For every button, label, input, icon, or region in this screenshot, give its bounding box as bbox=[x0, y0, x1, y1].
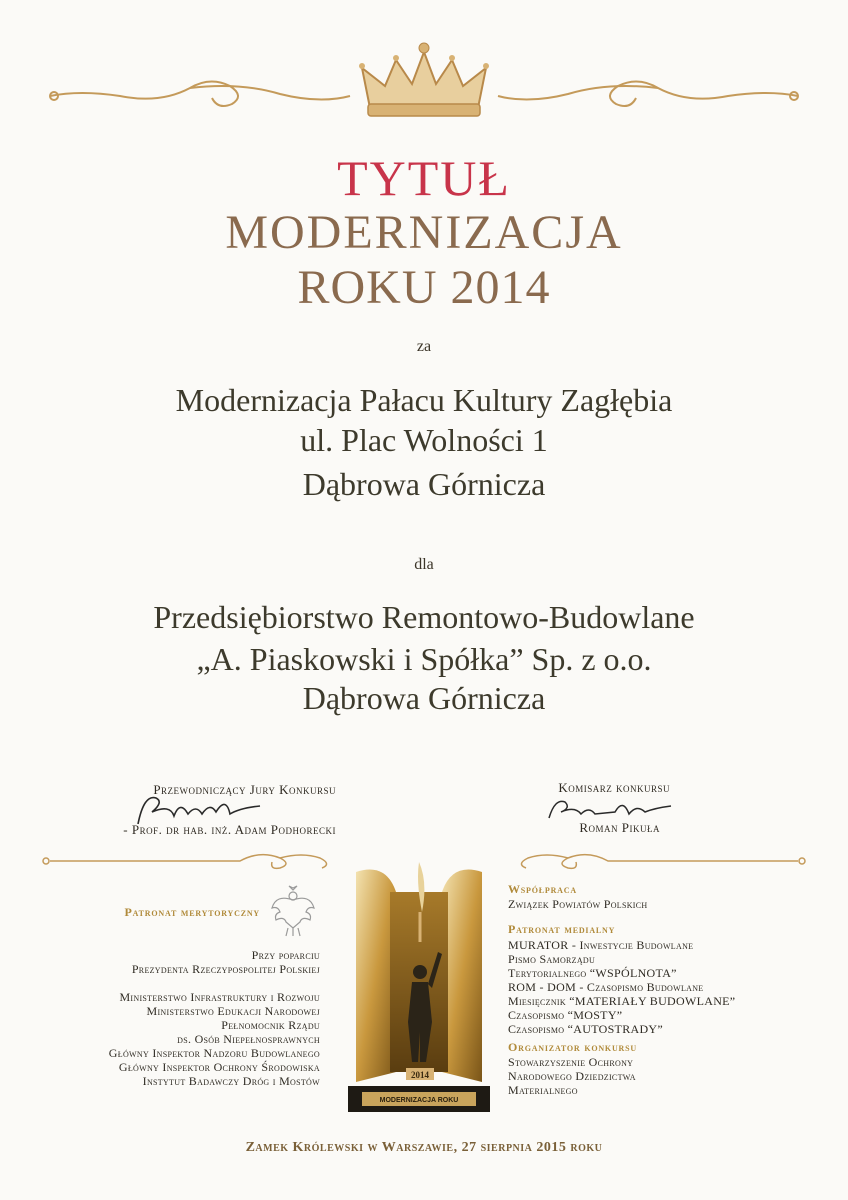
title-line-3: ROKU 2014 bbox=[297, 261, 551, 314]
recipient-line-2: „A. Piaskowski i Spółka” Sp. z o.o. bbox=[196, 641, 652, 677]
media-item: Pismo Samorządu bbox=[508, 952, 596, 966]
media-patronage-heading: Patronat medialny bbox=[508, 922, 616, 936]
subject-line-3: Dąbrowa Górnicza bbox=[302, 466, 546, 502]
media-list bbox=[508, 938, 808, 1036]
ministry-item: Ministerstwo Infrastruktury i Rozwoju bbox=[119, 990, 320, 1004]
ministry-item: Instytut Badawczy Dróg i Mostów bbox=[142, 1074, 320, 1088]
right-divider-ornament-icon bbox=[508, 846, 808, 876]
media-item: Miesięcznik “MATERIAŁY BUDOWLANE” bbox=[508, 994, 736, 1008]
ministry-item: Główny Inspektor Ochrony Środowiska bbox=[118, 1060, 320, 1074]
trophy-year: 2014 bbox=[411, 1070, 429, 1080]
ministry-item: Ministerstwo Edukacji Narodowej bbox=[146, 1004, 320, 1018]
support-line: Przy poparciu bbox=[251, 948, 320, 962]
commissioner-name: Roman Pikuła bbox=[579, 820, 660, 835]
support-line: Prezydenta Rzeczypospolitej Polskiej bbox=[131, 962, 320, 976]
dla-word: dla bbox=[414, 556, 434, 573]
recipient-line-3: Dąbrowa Górnicza bbox=[302, 680, 546, 716]
media-item: MURATOR - Inwestycje Budowlane bbox=[508, 938, 694, 952]
organizer-list bbox=[508, 1055, 808, 1097]
ministry-item: Pełnomocnik Rządu bbox=[221, 1018, 320, 1032]
ministry-item: Główny Inspektor Nadzoru Budowlanego bbox=[108, 1046, 320, 1060]
subject-line-2: ul. Plac Wolności 1 bbox=[300, 422, 548, 458]
trophy-image bbox=[346, 852, 492, 1114]
subject-line-1: Modernizacja Pałacu Kultury Zagłębia bbox=[175, 382, 673, 418]
support-block bbox=[30, 948, 320, 976]
organizer-item: Materialnego bbox=[508, 1083, 578, 1097]
ministry-item: ds. Osób Niepełnosprawnych bbox=[177, 1032, 320, 1046]
chair-role: Przewodniczący Jury Konkursu bbox=[153, 782, 336, 797]
media-item: ROM - DOM - Czasopismo Budowlane bbox=[508, 980, 704, 994]
media-item: Terytorialnego “WSPÓLNOTA” bbox=[508, 966, 677, 980]
footer-place-date: Zamek Królewski w Warszawie, 27 sierpnia 2015 roku bbox=[245, 1140, 603, 1155]
merit-patronage-heading: Patronat merytoryczny bbox=[124, 905, 260, 919]
cooperation-heading: Współpraca bbox=[508, 882, 577, 896]
chair-name: - Prof. dr hab. inż. Adam Podhorecki bbox=[123, 822, 336, 837]
commissioner-role: Komisarz konkursu bbox=[558, 780, 670, 795]
media-item: Czasopismo “MOSTY” bbox=[508, 1008, 623, 1022]
organizer-item: Stowarzyszenie Ochrony bbox=[508, 1055, 634, 1069]
recipient-line-1: Przedsiębiorstwo Remontowo-Budowlane bbox=[153, 599, 695, 635]
crown-ornament-icon bbox=[40, 38, 808, 120]
ministries-list bbox=[30, 990, 320, 1088]
eagle-emblem-icon bbox=[268, 884, 318, 938]
trophy-plaque: MODERNIZACJA ROKU bbox=[379, 1097, 459, 1104]
za-word: za bbox=[416, 338, 432, 355]
media-item: Czasopismo “AUTOSTRADY” bbox=[508, 1022, 664, 1036]
organizer-heading: Organizator konkursu bbox=[508, 1040, 637, 1054]
cooperation-item: Związek Powiatów Polskich bbox=[508, 897, 648, 911]
title-line-2: MODERNIZACJA bbox=[225, 206, 623, 259]
title-line-1: TYTUŁ bbox=[337, 150, 511, 206]
left-divider-ornament-icon bbox=[40, 846, 340, 876]
organizer-item: Narodowego Dziedzictwa bbox=[508, 1069, 636, 1083]
